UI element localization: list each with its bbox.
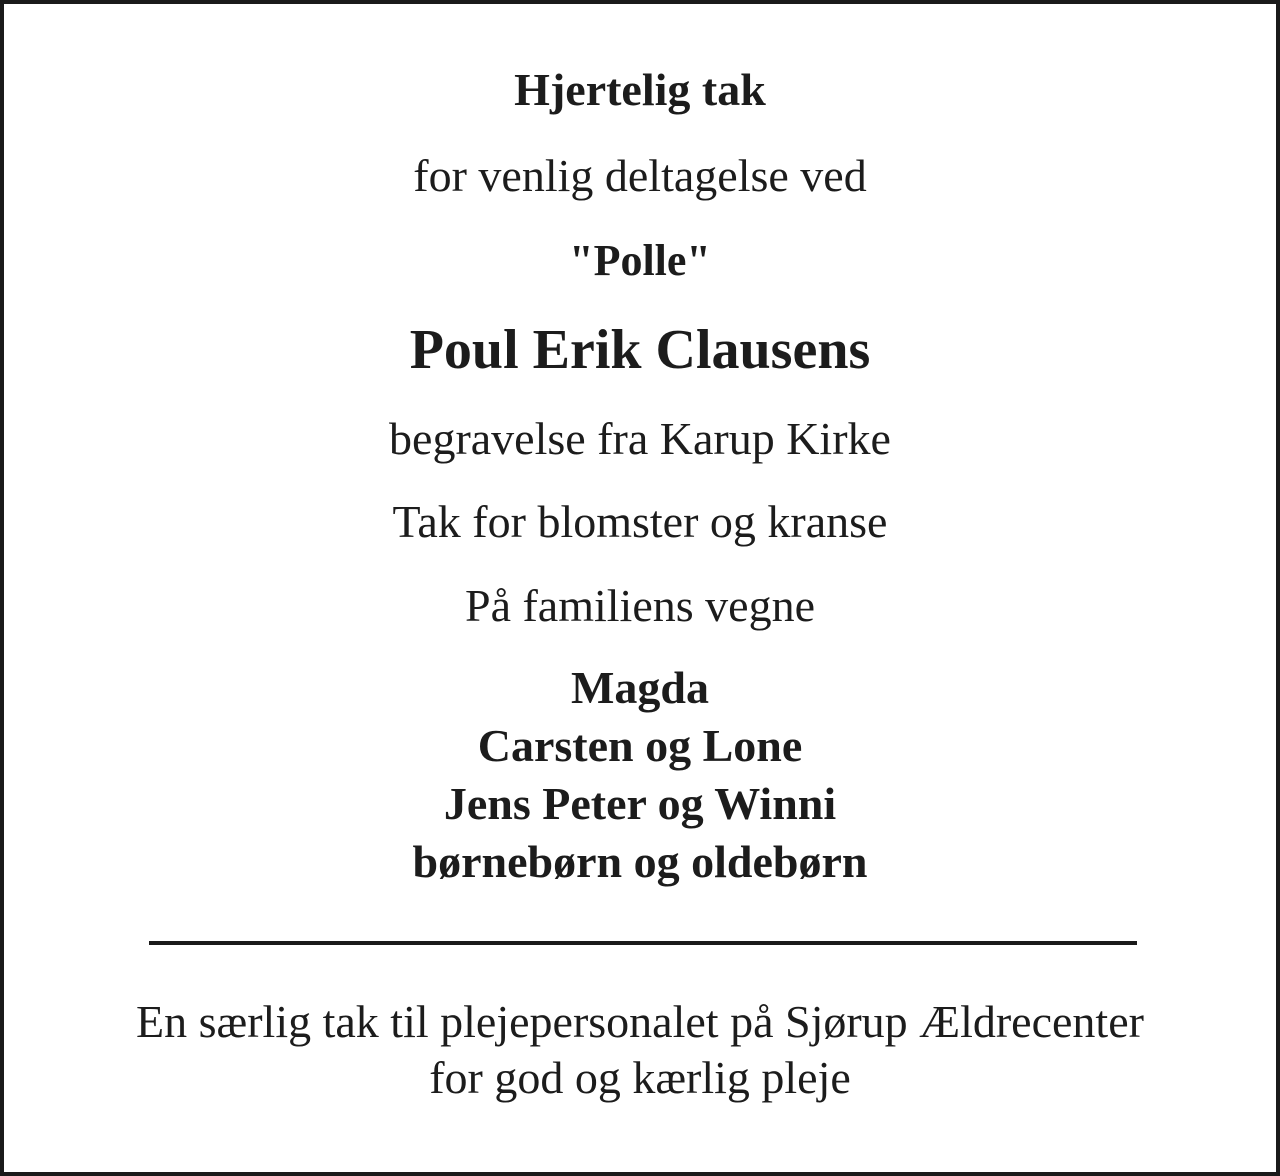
signatory-name: Jens Peter og Winni [443,778,837,829]
signatories-list [4,659,1276,891]
deceased-full-name: Poul Erik Clausens [409,319,871,381]
divider-line [149,941,1137,945]
signatory-name: Carsten og Lone [477,720,803,771]
special-thanks-line: for god og kærlig pleje [429,1052,851,1103]
on-behalf-text: På familiens vegne [464,580,815,631]
intro-text: for venlig deltagelse ved [413,150,867,201]
funeral-location-text: begravelse fra Karup Kirke [389,413,891,464]
deceased-nickname: "Polle" [569,236,711,285]
notice-heading: Hjertelig tak [514,64,766,115]
signatory-name: børnebørn og oldebørn [412,836,868,887]
signatory-name: Magda [571,662,709,713]
flowers-thanks-text: Tak for blomster og kranse [392,496,888,547]
special-thanks-line: En særlig tak til plejepersonalet på Sjørup Ældrecenter [136,996,1144,1047]
